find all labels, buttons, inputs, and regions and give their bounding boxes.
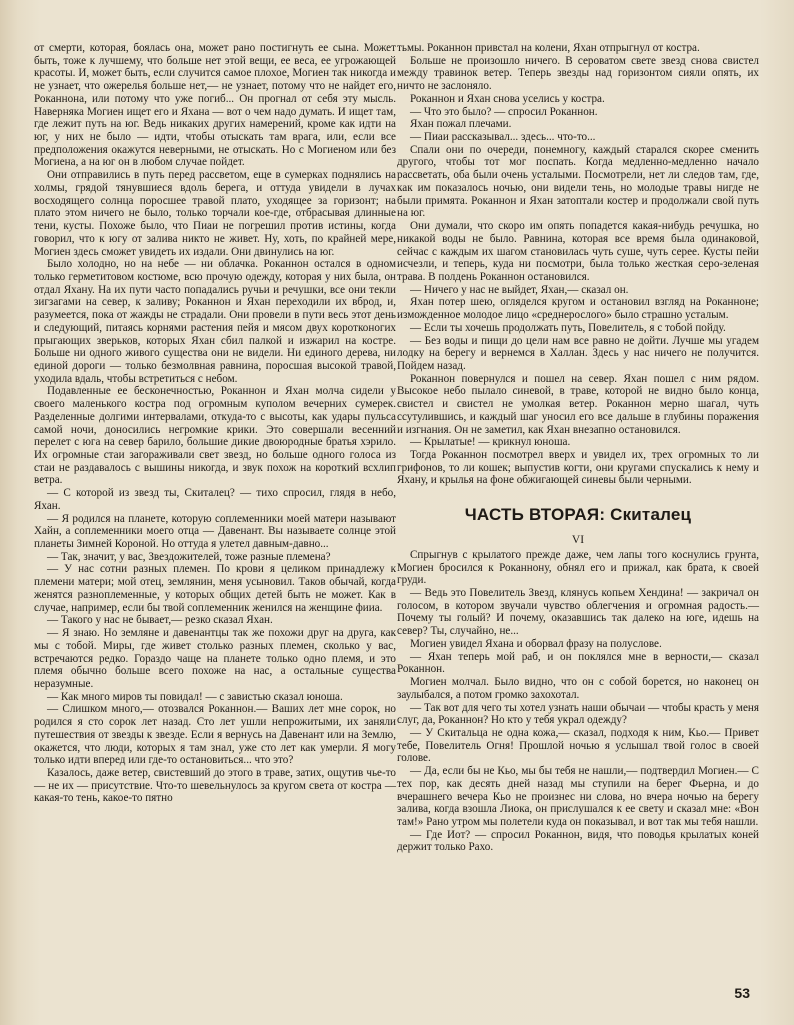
paragraph: — У Скитальца не одна кожа,— сказал, подходя к ним, Кьо.— Привет тебе, Повелитель Огня! Прошлой ночью я услышал твой голос в своей голове. [397,726,759,765]
left-text-column [34,42,396,805]
paragraph: — Слишком много,— отозвался Роканнон.— Ваших лет мне сорок, но родился я сто сорок лет назад. Сто лет ушли непрожитыми, их заняли путешествия от звезды к звезде. Если я вернусь на Давенант или на Землю, окажется, что люди, которых я там знал, уже сто лет как умерли. Я могу только идти вперед или где-то остановиться... что это? [34,703,396,767]
part-heading: ЧАСТЬ ВТОРАЯ: Скиталец [464,505,692,525]
paragraph: Спрыгнув с крылатого прежде даже, чем лапы того коснулись грунта, Могиен бросился к Роканнону, обнял его и прижал, как брата, к своей груди. [397,548,759,587]
paragraph: Яхан потер шею, огляделся кругом и остановил взгляд на Роканноне; изможденное молодое лицо «среднерослого» было страшно усталым. [397,296,759,322]
page-number: 53 [734,985,750,1001]
paragraph: — Что это было? — спросил Роканнон. [410,105,598,118]
paragraph: — Яхан теперь мой раб, и он поклялся мне в верности,— сказал Роканнон. [397,650,759,676]
paragraph: — Ведь это Повелитель Звезд, клянусь копьем Хендина! — закричал он голосом, в котором звучали чувство облегчения и огромная радость.— Почему ты голый? И почему, оказавшись так далеко на юге, идешь на север? Ты, случайно, не... [397,587,759,638]
paragraph: Было холодно, но на небе — ни облачка. Роканнон остался в одном только герметитовом костюме, всю прочую одежду, которая у них была, он отдал Яхану. На их пути часто попадались ручьи и речушки, все они текли зигзагами на север, к заливу; Роканнон и Яхан переходили их вброд, и, разумеется, пока от жажды не страдали. Они провели в пути весь этот день и следующий, питаясь корнями растения пейя и мясом двух коротконогих прыгающих зверьков, которых Яхан сбил палкой и изжарил на костре. Больше ни одного живого существа они не видели. Ни единого дерева, ни единой дороги — только безмолвная равнина, поросшая высокой травой, уходила вдаль, чтобы встретиться с небом. [34,258,396,385]
paragraph: — У нас сотни разных племен. По крови я целиком принадлежу к племени матери; мой отец, землянин, меня усыновил. Таков обычай, когда женятся разноплеменные, у которых общих детей быть не может. Как в случае, например, если бы твой соплеменник женился на женщине фииа. [34,563,396,614]
paragraph: — Крылатые! — крикнул юноша. [410,436,571,449]
paragraph: — Если ты хочешь продолжать путь, Повелитель, я с тобой пойду. [410,321,726,334]
paragraph: — Такого у нас не бывает,— резко сказал Яхан. [47,614,273,627]
paragraph: Яхан пожал плечами. [410,118,512,131]
right-column-text-after-heading [397,549,759,854]
paragraph: Спали они по очереди, понемногу, каждый старался скорее сменить другого, чтобы тот мог поспать. Когда медленно-медленно начало рассветать, оба были очень усталыми. Посмотрели, нет ли следов там, где, как им показалось ночью, они видели тень, но молодые травы нигде не были примята. Роканнон и Яхан затоптали костер и продолжали свой путь на юг. [397,143,759,220]
paragraph: — Без воды и пищи до цели нам все равно не дойти. Лучше мы угадем лодку на берегу и вернемся в Халлан. Здесь у нас ничего не получится. Пойдем назад. [397,334,759,372]
paragraph: — Где Иот? — спросил Роканнон, видя, что поводья крылатых коней держит только Рахо. [397,828,759,854]
paragraph: от смерти, которая, боялась она, может рано постигнуть ее сына. Может быть, тоже к лучшему, что больше нет этой вещи, ее веса, ее угрожающей красоты. И, может быть, если случится самое плохое, Могиен так никогда и не узнает, что ожерелья больше нет,— не узнает, потому что не найдет его, Роканнона, или потому что уже погиб... Он прогнал от себя эту мысль. Наверняка Могиен ищет его и Яхана — вот о чем надо думать. И ищет там, где лежит путь на юг. Ведь никаких других намерений, кроме как идти на юг, у них не было — идти, чтобы отыскать там врага, или, если все предположения окажутся неверными, не отыскать. Но с Могиеном или без Могиена, а на юг он в любом случае пойдет. [34,42,396,169]
paragraph: Роканнон повернулся и пошел на север. Яхан пошел с ним рядом. Высокое небо пылало синевой, в траве, которой не видно было конца, свистел и свистел не умолкая ветер. Роканнон мерно шагал, чуть ссутулившись, и каждый шаг уносил его все дальше в глубины поражения и изгнания. Он не заметил, как Яхан внезапно остановился. [397,372,759,436]
paragraph: — Пиаи рассказывал... здесь... что-то... [410,131,596,144]
right-text-column [397,42,759,854]
paragraph: Больше не произошло ничего. В сероватом свете звезд снова свистел между травинок ветер. Теперь звезды над горизонтом сияли опять, их ничто не заслоняло. [397,54,759,93]
paragraph: тьмы. Роканнон привстал на колени, Яхан отпрыгнул от костра. [397,42,700,54]
paragraph: Казалось, даже ветер, свистевший до этого в траве, затих, ощутив чье-то — не их — присутствие. Что-то шевельнулось за кругом света от костра — какая-то тень, какое-то пятно [34,766,396,805]
paragraph: Они думали, что скоро им опять попадется какая-нибудь речушка, но никакой воды не было. Равнина, которая все время была одинаковой, сейчас с каждым их шагом становилась чуть суше, чуть серее. Кусты пейи исчезли, и теперь, куда ни посмотри, была только жесткая серо-зеленая трава. В полдень Роканнон остановился. [397,220,759,283]
paragraph: Могиен молчал. Было видно, что он с собой борется, но наконец он заулыбался, а потом громко захохотал. [397,676,759,701]
paragraph: Тогда Роканнон посмотрел вверх и увидел их, трех огромных то ли грифонов, то ли кошек; выпустив когти, они кругами спускались к нему и Яхану, и крылья на фоне обжигающей синевы были черными. [397,449,759,487]
right-column-text-before-heading [397,42,759,487]
chapter-number: VI [571,534,585,547]
paragraph: Они отправились в путь перед рассветом, еще в сумерках поднялись на холмы, грядой тянувшиеся вдоль берега, и оттуда увидели в лучах восходящего солнца поросшее травой плато, уходящее за горизонт; на плато этом ничего не было, только торчали кое-где, отбрасывая длинные тени, кусты. Похоже было, что Пиаи не погрешил против истины, когда говорил, что к югу от залива никто не живет. Ну, хоть, по крайней мере, Могиен здесь сможет увидеть их издали. Они двинулись на юг. [34,169,396,258]
paragraph: — Я знаю. Но земляне и давенантцы так же похожи друг на друга, как мы с тобой. Миры, где живет столько разных племен, сколько у вас, встречаются редко. Гораздо чаще на планете только одно племя, и это племя обычно больше всего похоже на нас, а остальные существа неразумные. [34,627,396,690]
paragraph: — Как много миров ты повидал! — с завистью сказал юноша. [47,690,343,703]
paragraph: Могиен увидел Яхана и оборвал фразу на полуслове. [410,637,662,650]
paragraph: Подавленные ее бесконечностью, Роканнон и Яхан молча сидели у своего маленького костра под огромным куполом вечерних сумерек. Разделенные долгими интервалами, откуда-то с высоты, как удары пульса самой ночи, доносились негромкие крики. Это совершали весенний перелет с юга на север барило, большие дикие двоюродные братья хэрило. Их огромные стаи загораживали свет звезд, но больше одного голоса из стаи не раздавалось с вышины никогда, и звук похож на короткий всхлип ветра. [34,385,396,487]
paragraph: — С которой из звезд ты, Скиталец? — тихо спросил, глядя в небо, Яхан. [34,487,396,512]
paragraph: — Я родился на планете, которую соплеменники моей матери называют Хайн, а соплеменники моего отца — Давенант. Вы называете солнце этой планеты Зимней Короной. Но оттуда я улетел давным-давно... [34,512,396,551]
paragraph: — Так вот для чего ты хотел узнать наши обычаи — чтобы красть у меня слуг, да, Роканнон? Но кто у тебя украл одежду? [397,701,759,727]
paragraph: Роканнон и Яхан снова уселись у костра. [410,92,605,105]
paragraph: — Да, если бы не Кьо, мы бы тебя не нашли,— подтвердил Могиен.— С тех пор, как десять дней назад мы ступили на берег Фьерна, и до вчерашнего вечера Кьо не произнес ни слова, но вчера ночью на берегу залива, когда взошла Лиока, он прислушался к ее свету и сказал мне: «Вон там!» Рано утром мы полетели куда он показывал, и вот так мы тебя нашли. [397,765,759,828]
paragraph: — Так, значит, у вас, Звездожителей, тоже разные племена? [47,550,331,563]
paragraph: — Ничего у нас не выйдет, Яхан,— сказал он. [410,283,629,296]
